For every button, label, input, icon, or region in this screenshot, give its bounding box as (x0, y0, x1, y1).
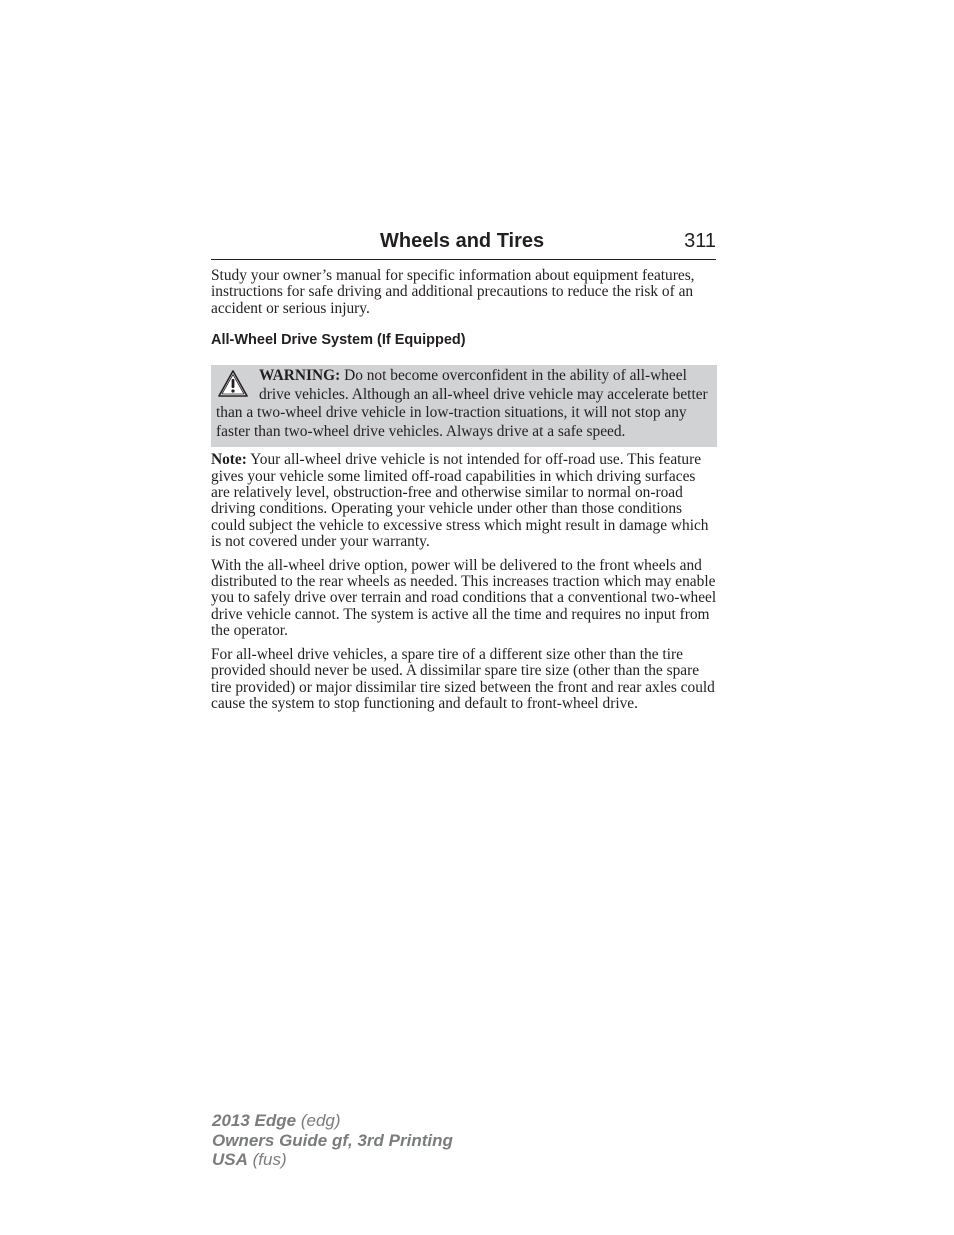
page-content (211, 268, 717, 719)
warning-triangle-icon (217, 369, 249, 399)
intro-paragraph: Study your owner’s manual for specific information about equipment features, instructions for safe driving and additional precautions to reduce the risk of an accident or serious injury. (211, 267, 695, 317)
footer-line-guide: Owners Guide gf, 3rd Printing (212, 1130, 453, 1150)
note-text: Your all-wheel drive vehicle is not intended for off-road use. This feature gives your vehicle some limited off-road capabilities in which driving surfaces are relatively level, obstruction-free and otherwise similar to normal on-road driving conditions. Operating your vehicle under other than those conditions could subject the vehicle to excessive stress which might result in damage which is not covered under your warranty. (211, 451, 709, 551)
page-footer (212, 1111, 453, 1170)
page-title: Wheels and Tires (380, 230, 545, 252)
warning-box (211, 365, 717, 447)
footer-line-model (212, 1111, 453, 1131)
note-label: Note: (211, 451, 247, 469)
section-heading: All-Wheel Drive System (If Equipped) (211, 332, 466, 349)
note-paragraph (211, 452, 717, 550)
awd-paragraph: With the all-wheel drive option, power will be delivered to the front wheels and distributed to the rear wheels as needed. This increases traction which may enable you to safely drive over terrain and road conditions that a conventional two-wheel drive vehicle cannot. The system is active all the time and requires no input from the operator. (211, 556, 717, 640)
warning-label: WARNING: (259, 367, 341, 385)
spare-tire-paragraph: For all-wheel drive vehicles, a spare tire of a different size other than the tire provided should never be used. A dissimilar spare tire size (other than the spare tire provided) or major dissimilar tire sized between the front and rear axles could cause the system to stop functioning and default to front-wheel drive. (211, 645, 715, 712)
footer-model: 2013 Edge (212, 1111, 297, 1130)
footer-line-market (212, 1150, 453, 1170)
page-number: 311 (684, 230, 716, 252)
footer-model-code: (edg) (296, 1111, 341, 1130)
footer-market-code: (fus) (247, 1150, 287, 1169)
page-header (211, 228, 716, 260)
footer-market: USA (212, 1150, 248, 1169)
warning-text: Do not become overconfident in the ability of all-wheel drive vehicles. Although an all-wheel drive vehicle may accelerate better than a two-wheel drive vehicle in low-traction situations, it will not stop any faster than two-wheel drive vehicles. Always drive at a safe speed. (216, 367, 708, 440)
